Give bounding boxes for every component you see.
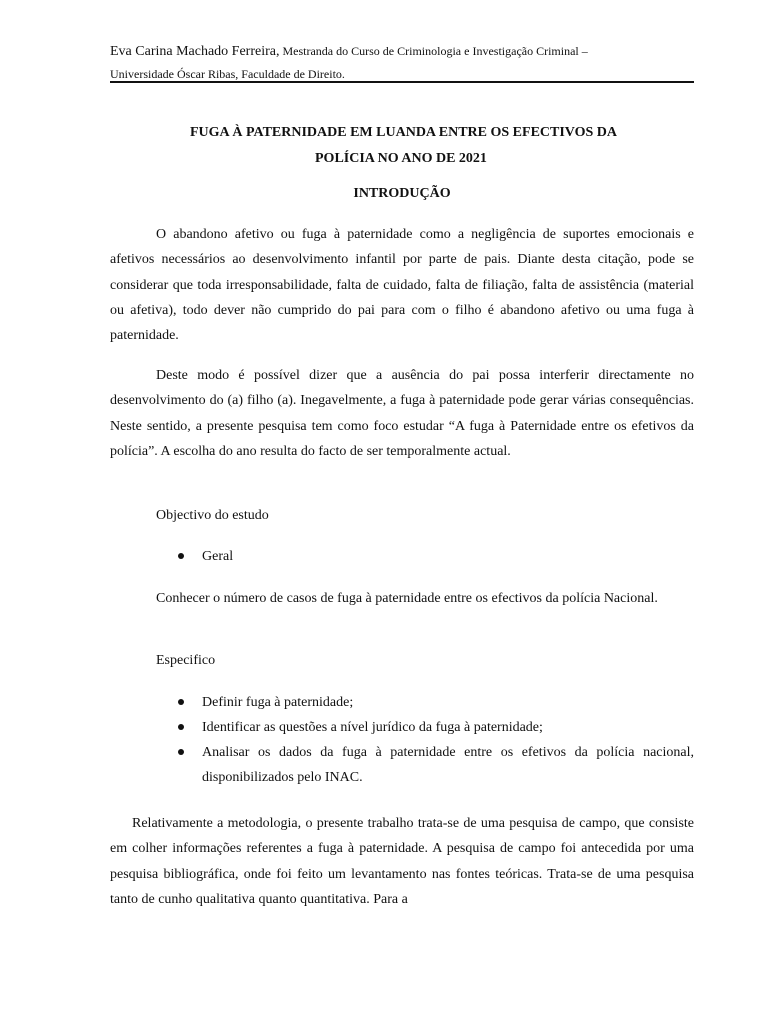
- paragraph-1: O abandono afetivo ou fuga à paternidade como a negligência de suportes emocionais e afetivos necessários ao desenvolvimento infantil por parte de pais. Diante desta citação, pode se considerar que toda irresponsabilidade, falta de cuidado, falta de filiação, falta de assistência (material ou afetiva), todo dever não cumprido do pai para com o filho é abandono afetivo ou uma fuga à paternidade.: [110, 227, 694, 344]
- bullet-icon: [178, 553, 184, 559]
- bullet-icon: [178, 749, 184, 755]
- header-divider: [110, 81, 694, 83]
- affiliation-line-1: Mestranda do Curso de Criminologia e Investigação Criminal –: [282, 44, 588, 58]
- list-item-text: Analisar os dados da fuga à paternidade entre os efetivos da polícia nacional, disponibilizados pelo INAC.: [202, 745, 694, 785]
- section-heading: INTRODUÇÃO: [353, 186, 451, 201]
- paragraph-3: Conhecer o número de casos de fuga à paternidade entre os efectivos da polícia Nacional.: [156, 591, 658, 606]
- bullet-icon: [178, 699, 184, 705]
- bullet-icon: [178, 724, 184, 730]
- paragraph-4: Relativamente a metodologia, o presente trabalho trata-se de uma pesquisa de campo, que consiste em colher informações referentes a fuga à paternidade. A pesquisa de campo foi antecedida por uma pesquisa bibliográfica, onde foi feito um levantamento nas fontes teóricas. Trata-se de uma pesquisa tanto de cunho qualitativa quanto quantitativa. Para a: [110, 816, 694, 907]
- list-item-text: Definir fuga à paternidade;: [202, 695, 354, 710]
- list-item: [178, 715, 694, 740]
- objective-label: Objectivo do estudo: [156, 508, 269, 523]
- list-item: [178, 544, 694, 569]
- title-line-1: FUGA À PATERNIDADE EM LUANDA ENTRE OS EFECTIVOS DA: [190, 125, 618, 140]
- specific-list: [178, 690, 694, 790]
- list-item: [178, 740, 694, 790]
- specific-label: Especifico: [156, 653, 216, 668]
- list-item-text: Identificar as questões a nível jurídico da fuga à paternidade;: [202, 720, 543, 735]
- affiliation-line-2: Universidade Óscar Ribas, Faculdade de Direito.: [110, 67, 345, 81]
- title-line-2: POLÍCIA NO ANO DE 2021: [315, 151, 487, 166]
- general-list: [178, 544, 694, 569]
- list-item: [178, 690, 694, 715]
- list-item-text: Geral: [202, 549, 234, 564]
- page-header: [110, 40, 694, 85]
- author-name: Eva Carina Machado Ferreira,: [110, 44, 280, 59]
- document-title: [110, 120, 694, 172]
- paragraph-2: Deste modo é possível dizer que a ausência do pai possa interferir directamente no desenvolvimento do (a) filho (a). Inegavelmente, a fuga à paternidade pode gerar várias consequências. Neste sentido, a presente pesquisa tem como foco estudar “A fuga à Paternidade entre os efetivos da polícia”. A escolha do ano resulta do facto de ser temporalmente actual.: [110, 368, 694, 459]
